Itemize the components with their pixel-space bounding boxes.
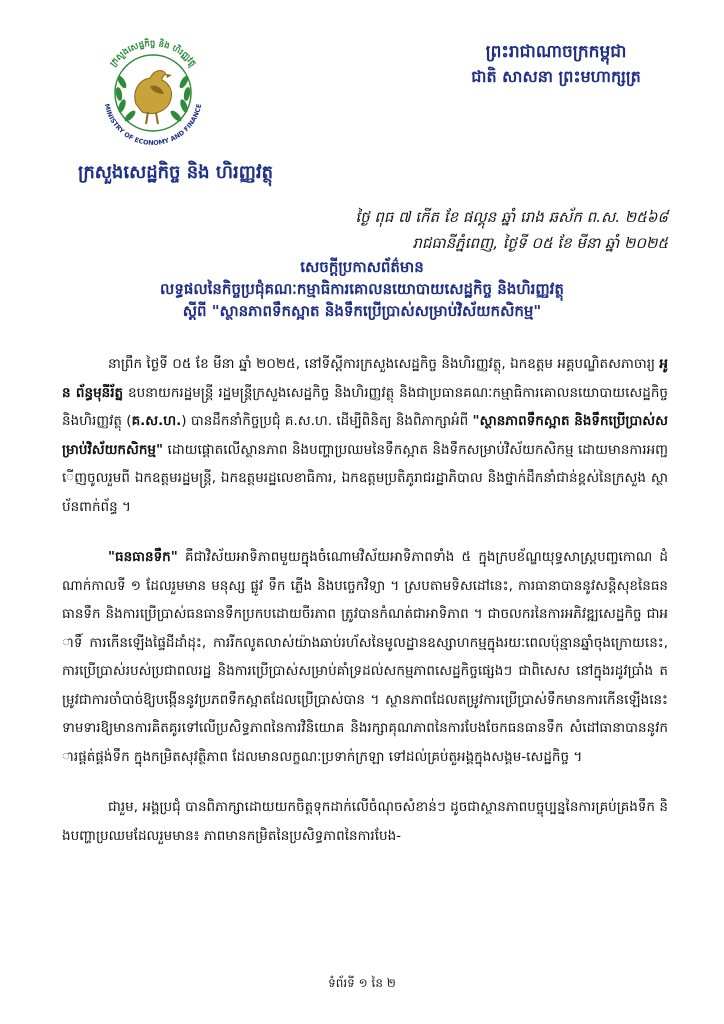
logo-khmer-text: ក្រសួងសេដ្ឋកិច្ច និង ហិរញ្ញវត្ថុ — [108, 38, 198, 69]
kingdom-title: ព្រះរាជាណាចក្រកម្ពុជា — [485, 42, 627, 62]
paragraph-1-text-b: ឧបនាយករដ្ឋមន្ត្រី រដ្ឋមន្ត្រីក្រសួងសេដ្ឋកិច្ច និងហិរញ្ញវត្ថុ និងជាប្រធានគណៈកម្មាធិការគោលនយោបាយសេដ្ឋកិច្ច និងហិរញ្ញវត្ថុ ( — [62, 384, 668, 429]
document-title — [40, 256, 684, 322]
document-body — [62, 350, 668, 872]
paragraph-1 — [62, 350, 668, 521]
ministry-logo — [92, 32, 214, 154]
date-block — [355, 204, 668, 256]
official-name: អូន ព័ន្ធមុនីរ័ត្ន — [62, 356, 668, 401]
ministry-name: ក្រសួងសេដ្ឋកិច្ច និង ហិរញ្ញវត្ថុ — [78, 162, 273, 183]
meeting-topic: "ស្ថានភាពទឹកស្អាត និងទឹកប្រើប្រាស់សម្រាប់វិស័យកសិកម្ម" — [62, 413, 669, 458]
paragraph-1-text-c: ) បានដឹកនាំកិច្ចប្រជុំ គ.ស.ហ. ដើម្បីពិនិត្យ និងពិភាក្សាអំពី — [181, 413, 473, 429]
title-line-2: លទ្ធផលនៃកិច្ចប្រជុំគណៈកម្មាធិការគោលនយោបាយសេដ្ឋកិច្ច និងហិរញ្ញវត្ថុ — [160, 280, 564, 298]
title-line-1: សេចក្តីប្រកាសព័ត៌មាន — [300, 258, 424, 276]
paragraph-1-text-d: ដោយផ្តោតលើស្ថានភាព និងបញ្ហាប្រឈមនៃទឹកស្អាត និងទឹកសម្រាប់វិស័យកសិកម្ម ដោយមានការអញ្ជើញចូលរួមពី ឯកឧត្តមរដ្ឋមន្ត្រី, ឯកឧត្តមរដ្ឋលេខាធិការ, ឯកឧត្តមប្រតិភូរាជរដ្ឋាភិបាល និងថ្នាក់ដឹកនាំជាន់ខ្ពស់នៃក្រសួង ស្ថាប័នពាក់ព័ន្ធ ។ — [62, 441, 668, 515]
paragraph-1-text-a: នាព្រឹក ថ្ងៃទី ០៥ ខែ មីនា ឆ្នាំ ២០២៥, នៅទីស្តីការក្រសួងសេដ្ឋកិច្ច និងហិរញ្ញវត្ថុ, ឯកឧត្តម អគ្គបណ្ឌិតសភាចារ្យ — [108, 356, 660, 372]
committee-abbreviation: គ.ស.ហ. — [131, 413, 182, 429]
solar-date: រាជធានីភ្នំពេញ, ថ្ងៃទី ០៥ ខែ មីនា ឆ្នាំ ២០២៥ — [412, 234, 668, 252]
page-number: ទំព័រទី ១ នៃ ២ — [328, 976, 396, 990]
lunar-date: ថ្ងៃ ពុធ ៧ កើត ខែ ផល្គុន ឆ្នាំ រោង ឆស័ក ព.ស. ២៥៦៨ — [355, 208, 668, 226]
water-resources-term: "ធនធានទឹក" — [108, 549, 178, 565]
title-line-3: ស្តីពី "ស្ថានភាពទឹកស្អាត និងទឹកប្រើប្រាស់សម្រាប់វិស័យកសិកម្ម" — [182, 302, 542, 320]
kingdom-header — [446, 40, 666, 90]
paragraph-2 — [62, 543, 668, 771]
logo-ring-text: MINISTRY OF ECONOMY AND FINANCE — [102, 102, 204, 148]
paragraph-3: ជារួម, អង្គប្រជុំ បានពិភាក្សាដោយយកចិត្តទុកដាក់លើចំណុចសំខាន់ៗ ដូចជាស្ថានភាពបច្ចុប្បន្ននៃការគ្រប់គ្រងទឹក និងបញ្ហាប្រឈមដែលរួមមាន៖ ភាពមានកម្រិតនៃប្រសិទ្ធភាពនៃការបែង- — [62, 799, 668, 844]
national-motto: ជាតិ សាសនា ព្រះមហាក្សត្រ — [471, 67, 641, 86]
paragraph-2-text: គឺជាវិស័យអាទិភាពមួយក្នុងចំណោមវិស័យអាទិភាពទាំង ៥ ក្នុងក្របខ័ណ្ឌយុទ្ធសាស្ត្របញ្ចកោណ ដំណាក់កាលទី ១ ដែលរួមមាន មនុស្ស ផ្លូវ ទឹក ភ្លើង និងបច្ចេកវិទ្យា ។ ស្របតាមទិសដៅនេះ, ការធានាបាននូវសន្តិសុខនៃធនធានទឹក និងការប្រើប្រាស់ធនធានទឹកប្រកបដោយចីរភាព ត្រូវបានកំណត់ជាអាទិភាព ។ ជាចលករនៃការអភិវឌ្ឍសេដ្ឋកិច្ច ជាអាទិ៍ ការកើនឡើងផ្ទៃដីដាំដុះ, ការរីកលូតលាស់យ៉ាងឆាប់រហ័សនៃមូលដ្ឋានឧស្សាហកម្មក្នុងរយៈពេលប៉ុន្មានឆ្នាំចុងក្រោយនេះ, ការប្រើប្រាស់របស់ប្រជាពលរដ្ឋ និងការប្រើប្រាស់សម្រាប់គាំទ្រដល់សកម្មភាពសេដ្ឋកិច្ចផ្សេងៗ ជាពិសេស នៅក្នុងរដូវប្រាំង តម្រូវជាការចាំបាច់ឱ្យបង្កើននូវប្រភពទឹកស្អាតដែលប្រើប្រាស់បាន ។ ស្ថានភាពដែលតម្រូវការប្រើប្រាស់ទឹកមានការកើនឡើងនេះ ទាមទារឱ្យមានការគិតគូរទៅលើប្រសិទ្ធភាពនៃការវិនិយោគ និងរក្សាគុណភាពនៃការបែងចែកធនធានទឹក សំដៅធានាបាននូវការផ្គត់ផ្គង់ទឹក ក្នុងកម្រិតសុវត្ថិភាព ដែលមានលក្ខណៈប្រទាក់ក្រឡា ទៅដល់គ្រប់តួអង្គក្នុងសង្គម-សេដ្ឋកិច្ច ។ — [62, 549, 668, 765]
